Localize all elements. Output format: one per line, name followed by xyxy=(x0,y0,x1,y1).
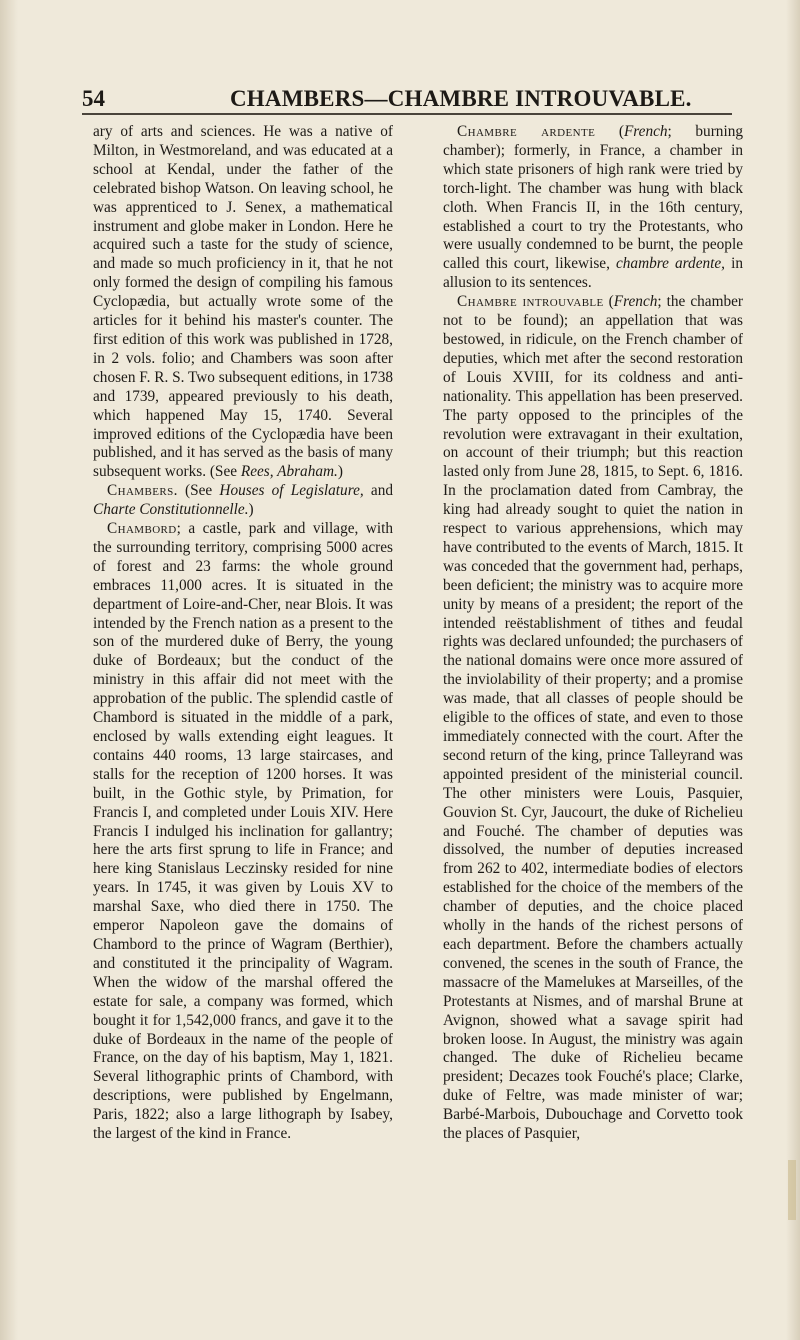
entry-chambers-ephraim-continued xyxy=(93,123,393,482)
running-head: CHAMBERS—CHAMBRE INTROUVABLE. xyxy=(230,86,692,111)
cross-reference: Houses of Legislature, xyxy=(219,482,364,500)
paragraph-text: ; burning chamber); formerly, in France, a chamber in which state prisoners of high rank were tried by torch-light. The chamber was hung with black cloth. When Francis II, in the 16th century, established a court to try the Protestants, who were usually condemned to be burnt, the people called this court, likewise, xyxy=(443,123,743,273)
entry-chambre-introuvable: Chambre introuvable (French; the chamber not to be found); an appellation that was bestowed, in ridicule, on the French chamber of deputies, which met after the second restoration of Louis XVIII, for its coldness and anti-nationality. This appellation has been preserved. The party opposed to the principles of the revolution were extravagant in their exultation, on account of their triumph; but this reaction lasted only from June 28, 1815, to Sept. 6, 1816. In the proclamation dated from Cambray, the king had already sought to quiet the nation in respect to various apprehensions, which may have contributed to the events of March, 1815. It was conceded that the government had, perhaps, been deficient; the ministry was to acquire more unity by means of a president; the report of the intended reëstablishment of tithes and feudal rights was declared unfounded; the purchasers of the national domains were once more assured of the inviolability of their property; and a promise was made, that all classes of people should be eligible to the offices of state, and even to those immediately connected with the court. After the second return of the king, prince Talleyrand was appointed president of the ministerial council. The other ministers were Louis, Pasquier, Gouvion St. Cyr, Jaucourt, the duke of Richelieu and Fouché. The chamber of deputies was dissolved, the number of deputies increased from 262 to 402, intermediate bodies of electors established for the choice of the members of the chamber of deputies, and the choice placed wholly in the hands of the richest persons of each department. Before the chambers actually convened, the scenes in the south of France, the massacre of the Mamelukes at Marseilles, of the Protestants at Nismes, and of marshal Brune at Avignon, showed what a savage spirit had broken loose. In August, the ministry was again changed. The duke of Richelieu became president; Decazes took Fouché's place; Clarke, duke of Feltre, was made minister of war; Barbé-Marbois, Dubouchage and Corvetto took the places of Pasquier, xyxy=(443,293,743,1143)
headword: Chambre ardente xyxy=(457,123,596,140)
paragraph-text: and xyxy=(363,482,393,500)
page-edge-shadow-right xyxy=(786,0,800,1340)
headword: Chambre introuvable xyxy=(457,293,604,311)
language-label: French xyxy=(613,293,658,311)
entry-chambord xyxy=(93,520,393,1144)
paragraph-text: ) xyxy=(248,501,254,519)
italic-term: chambre ardente, xyxy=(615,255,726,273)
left-column xyxy=(93,123,393,1144)
paragraph-text: in allusion to its sentences. xyxy=(443,255,743,292)
cross-reference: Charte Constitutionnelle. xyxy=(93,501,249,519)
headword: Chambers. xyxy=(107,482,178,500)
header-rule xyxy=(82,113,732,115)
page-number: 54 xyxy=(82,86,105,111)
language-label: French xyxy=(623,123,668,140)
entry-chambre-ardente: Chambre ardente (French; burning chamber); formerly, in France, a chamber in which state prisoners of high rank were tried by torch-light. The chamber was hung with black cloth. When Francis II, in the 16th century, established a court to try the Protestants, who were usually condemned to be burnt, the people called this court, likewise, chambre ardente, in allusion to its sentences. xyxy=(443,123,743,292)
right-column xyxy=(443,123,743,1144)
paragraph-text: ary of arts and sciences. He was a native of Milton, in Westmoreland, and was educated at a school at Kendal, under the father of the celebrated bishop Watson. On leaving school, he was apprenticed to J. Senex, a mathematical instrument and globe maker in London. Here he acquired such a taste for the study of science, and made so much proficiency in it, that he not only formed the design of compiling his famous Cyclopædia, but actually wrote some of the articles for it behind his master's counter. The first edition of this work was published in 1728, in 2 vols. folio; and Chambers was soon after chosen F. R. S. Two subsequent editions, in 1738 and 1739, appeared previously to his death, which happened May 15, 1740. Several improved editions of the Cyclopædia have been published, and it has served as the basis of many subsequent works. (See xyxy=(93,123,393,481)
page-edge-shadow-left xyxy=(0,0,18,1340)
entry-chambers xyxy=(93,482,393,520)
page-header xyxy=(82,86,732,112)
headword: Chambord xyxy=(107,520,177,538)
cross-reference: Rees, Abraham. xyxy=(240,463,338,481)
paragraph-text: ; a castle, park and village, with the surrounding territory, comprising 5000 acres of forest and 23 farms: the whole ground embraces 11,000 acres. It is situated in the department of Loire-and-Cher, near Blois. It was intended by the French nation as a present to the son of the murdered duke of Berry, the young duke of Bordeaux; but the conduct of the ministry in this affair did not meet with the approbation of the public. The splendid castle of Chambord is situated in the middle of a park, enclosed by walls extending eight leagues. It contains 440 rooms, 13 large staircases, and stalls for the reception of 1200 horses. It was built, in the Gothic style, by Primation, for Francis I, and completed under Louis XIV. Here Francis I indulged his inclination for gallantry; here the arts first sprung to life in France; and here king Stanislaus Leczinsky resided for nine years. In 1745, it was given by Louis XV to marshal Saxe, who died there in 1750. The emperor Napoleon gave the domains of Chambord to the prince of Wagram (Berthier), and constituted it the principality of Wagram. When the widow of the marshal offered the estate for sale, a company was formed, which bought it for 1,542,000 francs, and gave it to the duke of Bordeaux in the name of the people of France, on the day of his baptism, May 1, 1821. Several lithographic prints of Chambord, with descriptions, were published by Engelmann, Paris, 1822; also a large lithograph by Isabey, the largest of the kind in France. xyxy=(93,520,393,1143)
paragraph-text: (See xyxy=(177,482,220,500)
paragraph-text: ) xyxy=(337,463,343,481)
paragraph-text: ; the chamber not to be found); an appellation that was bestowed, in ridicule, on the French chamber of deputies, which met after the second restoration of Louis XVIII, for its coldness and anti-nationality. This appellation has been preserved. The party opposed to the principles of the revolution were extravagant in their exultation, on account of their triumph; but this reaction lasted only from June 28, 1815, to Sept. 6, 1816. In the proclamation dated from Cambray, the king had already sought to quiet the nation in respect to various apprehensions, which may have contributed to the events of March, 1815. It was conceded that the government had, perhaps, been deficient; the ministry was to acquire more unity by means of a president; the report of the intended reëstablishment of tithes and feudal rights was declared unfounded; the purchasers of the national domains were once more assured of the inviolability of their property; and a promise was made, that all classes of people should be eligible to the offices of state, and even to those immediately connected with the court. After the second return of the king, prince Talleyrand was appointed president of the ministerial council. The other ministers were Louis, Pasquier, Gouvion St. Cyr, Jaucourt, the duke of Richelieu and Fouché. The chamber of deputies was dissolved, the number of deputies increased from 262 to 402, intermediate bodies of electors established for the choice of the members of the chamber of deputies, and the choice placed wholly in the hands of the richest persons of each department. Before the chambers actually convened, the scenes in the south of France, the massacre of the Mamelukes at Marseilles, of the Protestants at Nismes, and of marshal Brune at Avignon, showed what a savage spirit had broken loose. In August, the ministry was again changed. The duke of Richelieu became president; Decazes took Fouché's place; Clarke, duke of Feltre, was made minister of war; Barbé-Marbois, Dubouchage and Corvetto took the places of Pasquier, xyxy=(443,293,743,1143)
page-edge-stain xyxy=(788,1160,796,1220)
